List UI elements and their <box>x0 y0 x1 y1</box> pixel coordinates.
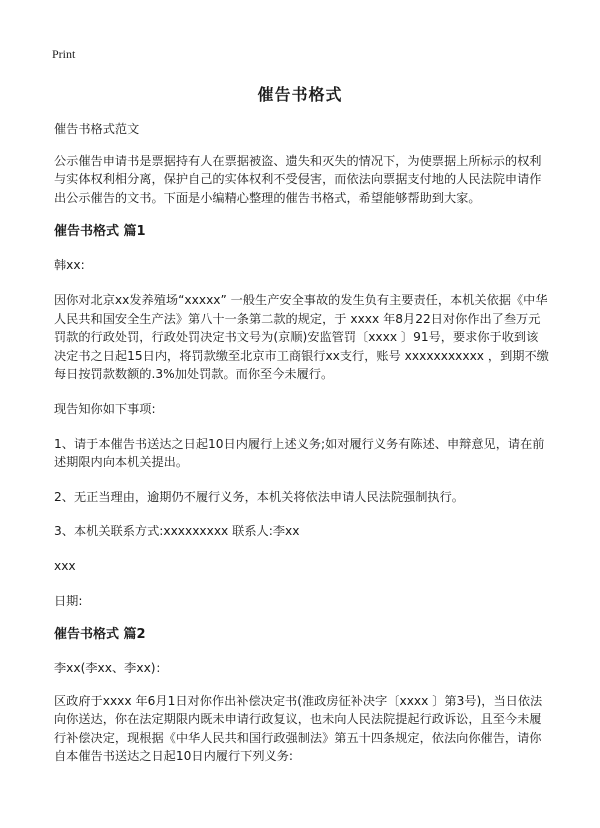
document-title: 催告书格式 <box>257 85 343 104</box>
signature-line: xxx <box>54 558 76 573</box>
list-item: 3、本机关联系方式:xxxxxxxxx 联系人:李xx <box>54 524 300 539</box>
section-heading-1: 催告书格式 篇1 <box>54 224 146 240</box>
list-item: 1、请于本催告书送达之日起10日内履行上述义务;如对履行义务有陈述、申辩意见，请在前述期限内向本机关提出。 <box>54 436 545 470</box>
document-subtitle: 催告书格式范文 <box>54 122 140 136</box>
section-heading-2: 催告书格式 篇2 <box>54 627 146 643</box>
paragraph: 现告知你如下事项: <box>54 401 156 416</box>
list-item: 2、无正当理由，逾期仍不履行义务，本机关将依法申请人民法院强制执行。 <box>54 489 464 504</box>
document-body <box>54 120 550 766</box>
paragraph: 区政府于xxxx 年6月1日对你作出补偿决定书(淮政房征补决字〔xxxx 〕第3号)，当日依法向你送达，你在法定期限内既未申请行政复议，也未向人民法院提起行政诉讼，且至今未履行补偿决定，现根据《中华人民共和国行政强制法》第五十四条规定，依法向你催告，请你自本催告书送达之日起10日内履行下列义务: <box>54 693 543 764</box>
print-link[interactable]: Print <box>52 47 76 61</box>
paragraph: 因你对北京xx发养殖场“xxxxx” 一般生产安全事故的发生负有主要责任，本机关依据《中华人民共和国安全生产法》第八十一条第二款的规定，于 xxxx 年8月22日对你作出了叁万元罚款的行政处罚，行政处罚决定书文号为(京顺)安监管罚〔xxxx 〕91号，要求你于收到该决定书之日起15日内，将罚款缴至北京市工商银行xx支行，账号 xxxxxxxxxxx ，到期不缴每日按罚款数额的.3%加处罚款。而你至今未履行。 <box>54 292 549 382</box>
addressee: 韩xx: <box>54 258 85 273</box>
date-line: 日期: <box>54 593 83 608</box>
addressee: 李xx(李xx、李xx)： <box>54 661 168 676</box>
intro-paragraph: 公示催告申请书是票据持有人在票据被盗、遗失和灭失的情况下，为使票据上所标示的权利与实体权利相分离，保护自己的实体权利不受侵害，而依法向票据支付地的人民法院申请作出公示催告的文书。下面是小编精心整理的催告书格式，希望能够帮助到大家。 <box>54 153 542 205</box>
